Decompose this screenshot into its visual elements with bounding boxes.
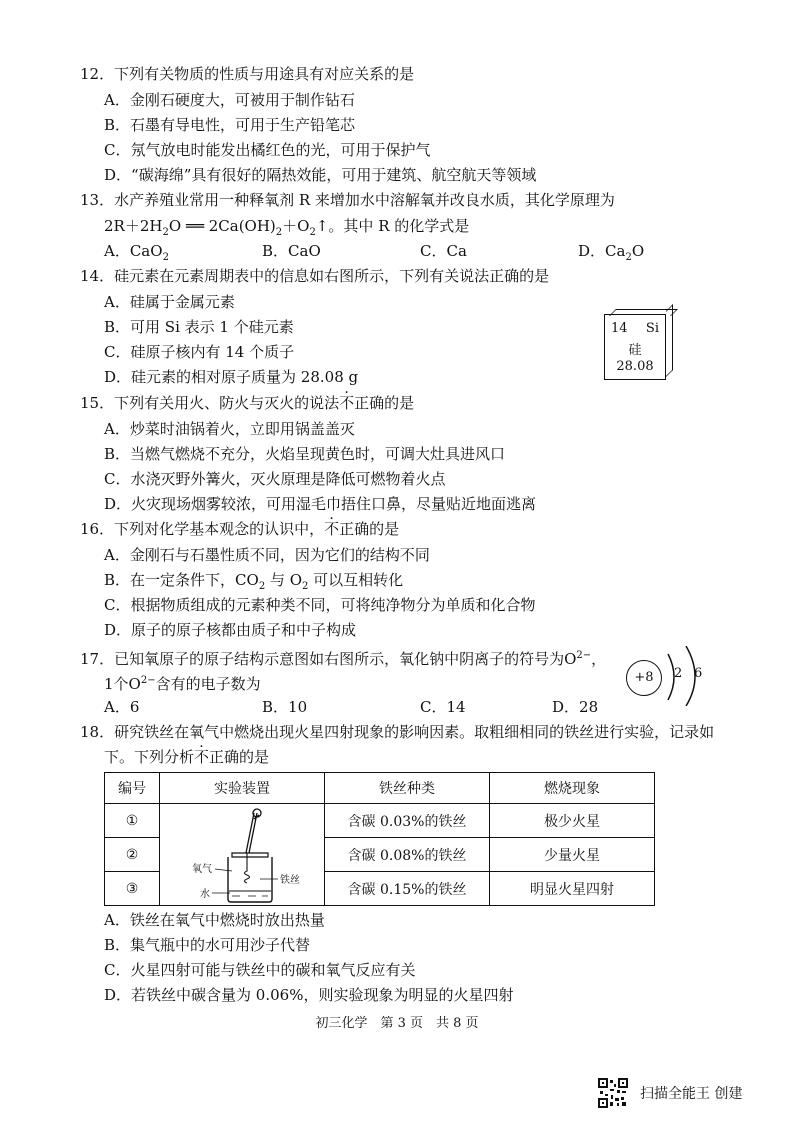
silicon-element-box — [604, 314, 666, 380]
q17-option-c: C．14 — [420, 698, 466, 716]
q18-option-d: D．若铁丝中碳含量为 0.06%，则实验现象为明显的火星四射 — [104, 986, 514, 1004]
table-header: 编号 — [105, 773, 160, 804]
q16-option-a: A．金刚石与石墨性质不同，因为它们的结构不同 — [104, 546, 430, 564]
q13-option-d: D．$Ca_2O$ — [578, 242, 645, 263]
q13-option-b: B．CaO — [262, 242, 321, 260]
burn-result: 明显火星四射 — [490, 872, 655, 906]
wire-type: 含碳 0.08%的铁丝 — [325, 838, 490, 872]
q15-option-d: D．火灾现场烟雾较浓，可用湿毛巾捂住口鼻，尽量贴近地面逃离 — [104, 495, 537, 513]
q14-option-b: B．可用 Si 表示 1 个硅元素 — [104, 318, 294, 336]
shell-1-electrons: 2 — [674, 666, 683, 681]
qr-code-icon — [598, 1078, 628, 1108]
q14-option-a: A．硅属于金属元素 — [104, 293, 235, 311]
q12-stem: 12．下列有关物质的性质与用途具有对应关系的是 — [80, 65, 415, 83]
table-header: 燃烧现象 — [490, 773, 655, 804]
q14-stem: 14．硅元素在元素周期表中的信息如右图所示，下列有关说法正确的是 — [80, 267, 550, 285]
q18-stem-line2: 下。下列分析不正确的是 — [104, 748, 270, 766]
wire-type: 含碳 0.15%的铁丝 — [325, 872, 490, 906]
row-id: ① — [105, 804, 160, 838]
q18-option-a: A．铁丝在氧气中燃烧时放出热量 — [104, 911, 325, 929]
atomic-mass: 28.08 — [616, 359, 654, 374]
q13-option-a: A．CaO$_2$ — [104, 242, 169, 263]
q13-equation: $2R+2H_2O$ ══ $2Ca(OH)_2+O_2↑$。其中 R 的化学式是 — [104, 217, 470, 238]
atomic-number: 14 — [611, 321, 628, 336]
q18-option-b: B．集气瓶中的水可用沙子代替 — [104, 936, 311, 954]
q17-stem: 17．已知氧原子的原子结构示意图如右图所示，氧化钠中阴离子的符号为$O^{2-}$， — [80, 650, 607, 668]
burn-result: 少量火星 — [490, 838, 655, 872]
q12-option-d: D．“碳海绵”具有很好的隔热效能，可用于建筑、航空航天等领域 — [104, 166, 537, 184]
q17-stem-line2: 1个$O^{2-}$含有的电子数为 — [104, 675, 261, 693]
q18-option-c: C．火星四射可能与铁丝中的碳和氧气反应有关 — [104, 961, 416, 979]
q12-option-c: C．氖气放电时能发出橘红色的光，可用于保护气 — [104, 141, 431, 159]
label-oxygen: 氧气 — [192, 864, 212, 875]
q13-option-c: C．Ca — [420, 242, 467, 260]
apparatus-cell — [160, 804, 325, 906]
scanner-watermark: 扫描全能王 创建 — [640, 1086, 743, 1102]
q18-stem: 18．研究铁丝在氧气中燃烧出现火星四射现象的影响因素。取粗细相同的铁丝进行实验，记录如 — [80, 723, 715, 741]
table-header-row — [105, 773, 655, 804]
q15-stem: 15．下列有关用火、防火与灭火的说法不正确的是 — [80, 394, 415, 412]
wire-type: 含碳 0.03%的铁丝 — [325, 804, 490, 838]
q14-option-c: C．硅原子核内有 14 个质子 — [104, 343, 295, 361]
q16-stem: 16．下列对化学基本观念的认识中，不正确的是 — [80, 520, 400, 538]
row-id: ② — [105, 838, 160, 872]
element-name: 硅 — [628, 343, 642, 358]
oxygen-atom-diagram — [618, 646, 718, 706]
q17-option-a: A．6 — [104, 698, 140, 716]
label-water: 水 — [200, 889, 210, 900]
q13-stem: 13．水产养殖业常用一种释氧剂 R 来增加水中溶解氧并改良水质，其化学原理为 — [80, 191, 615, 209]
gas-jar-apparatus-drawing — [160, 805, 324, 904]
nucleus: +8 — [626, 660, 662, 696]
element-symbol: Si — [645, 321, 659, 336]
table-row — [105, 804, 655, 838]
q15-option-a: A．炒菜时油锅着火，立即用锅盖盖灭 — [104, 420, 355, 438]
table-header: 铁丝种类 — [325, 773, 490, 804]
label-wire: 铁丝 — [280, 875, 300, 886]
q12-option-b: B．石墨有导电性，可用于生产铅笔芯 — [104, 116, 356, 134]
q15-option-c: C．水浇灭野外篝火，灭火原理是降低可燃物着火点 — [104, 470, 446, 488]
q12-option-a: A．金刚石硬度大，可被用于制作钻石 — [104, 91, 355, 109]
row-id: ③ — [105, 872, 160, 906]
q16-option-c: C．根据物质组成的元素种类不同，可将纯净物分为单质和化合物 — [104, 596, 536, 614]
shell-2-electrons: 6 — [694, 666, 703, 681]
burn-result: 极少火星 — [490, 804, 655, 838]
q16-option-d: D．原子的原子核都由质子和中子构成 — [104, 621, 357, 639]
q17-option-d: D．28 — [552, 698, 599, 716]
q17-option-b: B．10 — [262, 698, 308, 716]
q14-option-d: D．硅元素的相对原子质量为 28.08 g — [104, 368, 359, 386]
experiment-table — [104, 772, 655, 906]
q16-option-b: B．在一定条件下，$CO_2$ 与 $O_2$ 可以互相转化 — [104, 571, 404, 592]
table-header: 实验装置 — [160, 773, 325, 804]
q15-option-b: B．当燃气燃烧不充分，火焰呈现黄色时，可调大灶具进风口 — [104, 445, 506, 463]
page-footer: 初三化学 第 3 页 共 8 页 — [315, 1016, 479, 1031]
